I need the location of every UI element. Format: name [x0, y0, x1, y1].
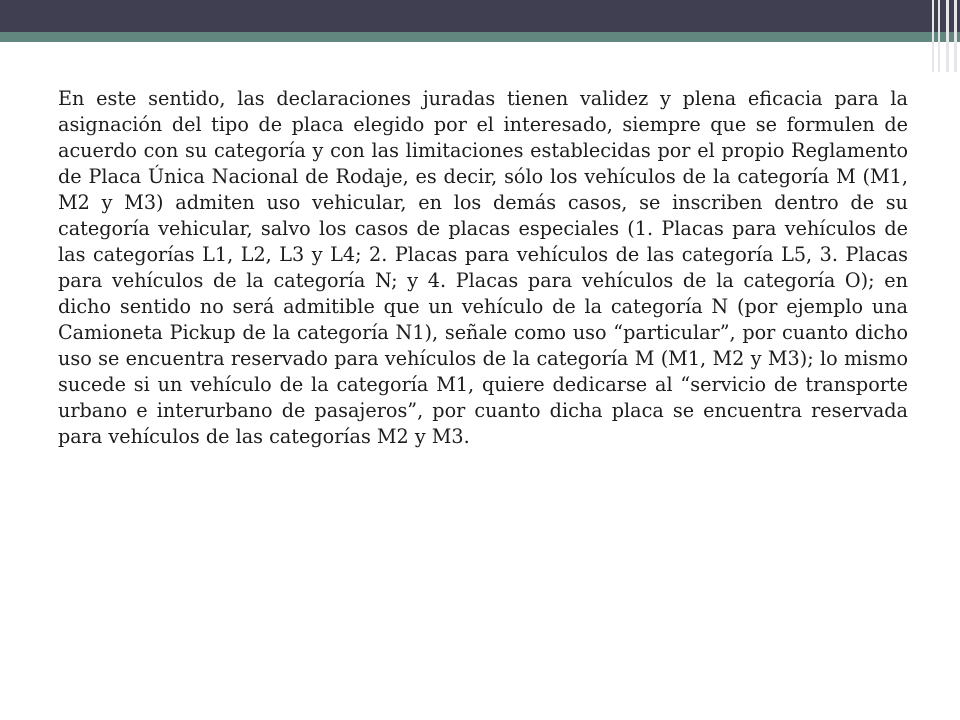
- decorative-rule-upper: [596, 50, 888, 52]
- vertical-line: [932, 0, 934, 72]
- accent-stripe: [0, 32, 960, 42]
- decorative-rule-lower: [566, 61, 774, 63]
- slide-body-text: En este sentido, las declaraciones juradas tienen validez y plena eficacia para la asignación del tipo de placa elegido por el interesado, siempre que se formulen de acuerdo con su categoría y con las limitaciones establecidas por el propio Reglamento de Placa Única Nacional de Rodaje, es decir, sólo los vehículos de la categoría M (M1, M2 y M3) admiten uso vehicular, en los demás casos, se inscriben dentro de su categoría vehicular, salvo los casos de placas especiales (1. Placas para vehículos de las categorías L1, L2, L3 y L4; 2. Placas para vehículos de las categoría L5, 3. Placas para vehículos de la categoría N; y 4. Placas para vehículos de la categoría O); en dicho sentido no será admitible que un vehículo de la categoría N (por ejemplo una Camioneta Pickup de la categoría N1), señale como uso “particular”, por cuanto dicho uso se encuentra reservado para vehículos de la categoría M (M1, M2 y M3); lo mismo sucede si un vehículo de la categoría M1, quiere dedicarse al “servicio de transporte urbano e interurbano de pasajeros”, por cuanto dicha placa se encuentra reservada para vehículos de las categorías M2 y M3.: [58, 87, 908, 448]
- vertical-line: [938, 0, 940, 72]
- vertical-line: [946, 0, 949, 72]
- header-band: [0, 0, 960, 32]
- vertical-line: [954, 0, 957, 72]
- decorative-vertical-lines: [928, 0, 960, 72]
